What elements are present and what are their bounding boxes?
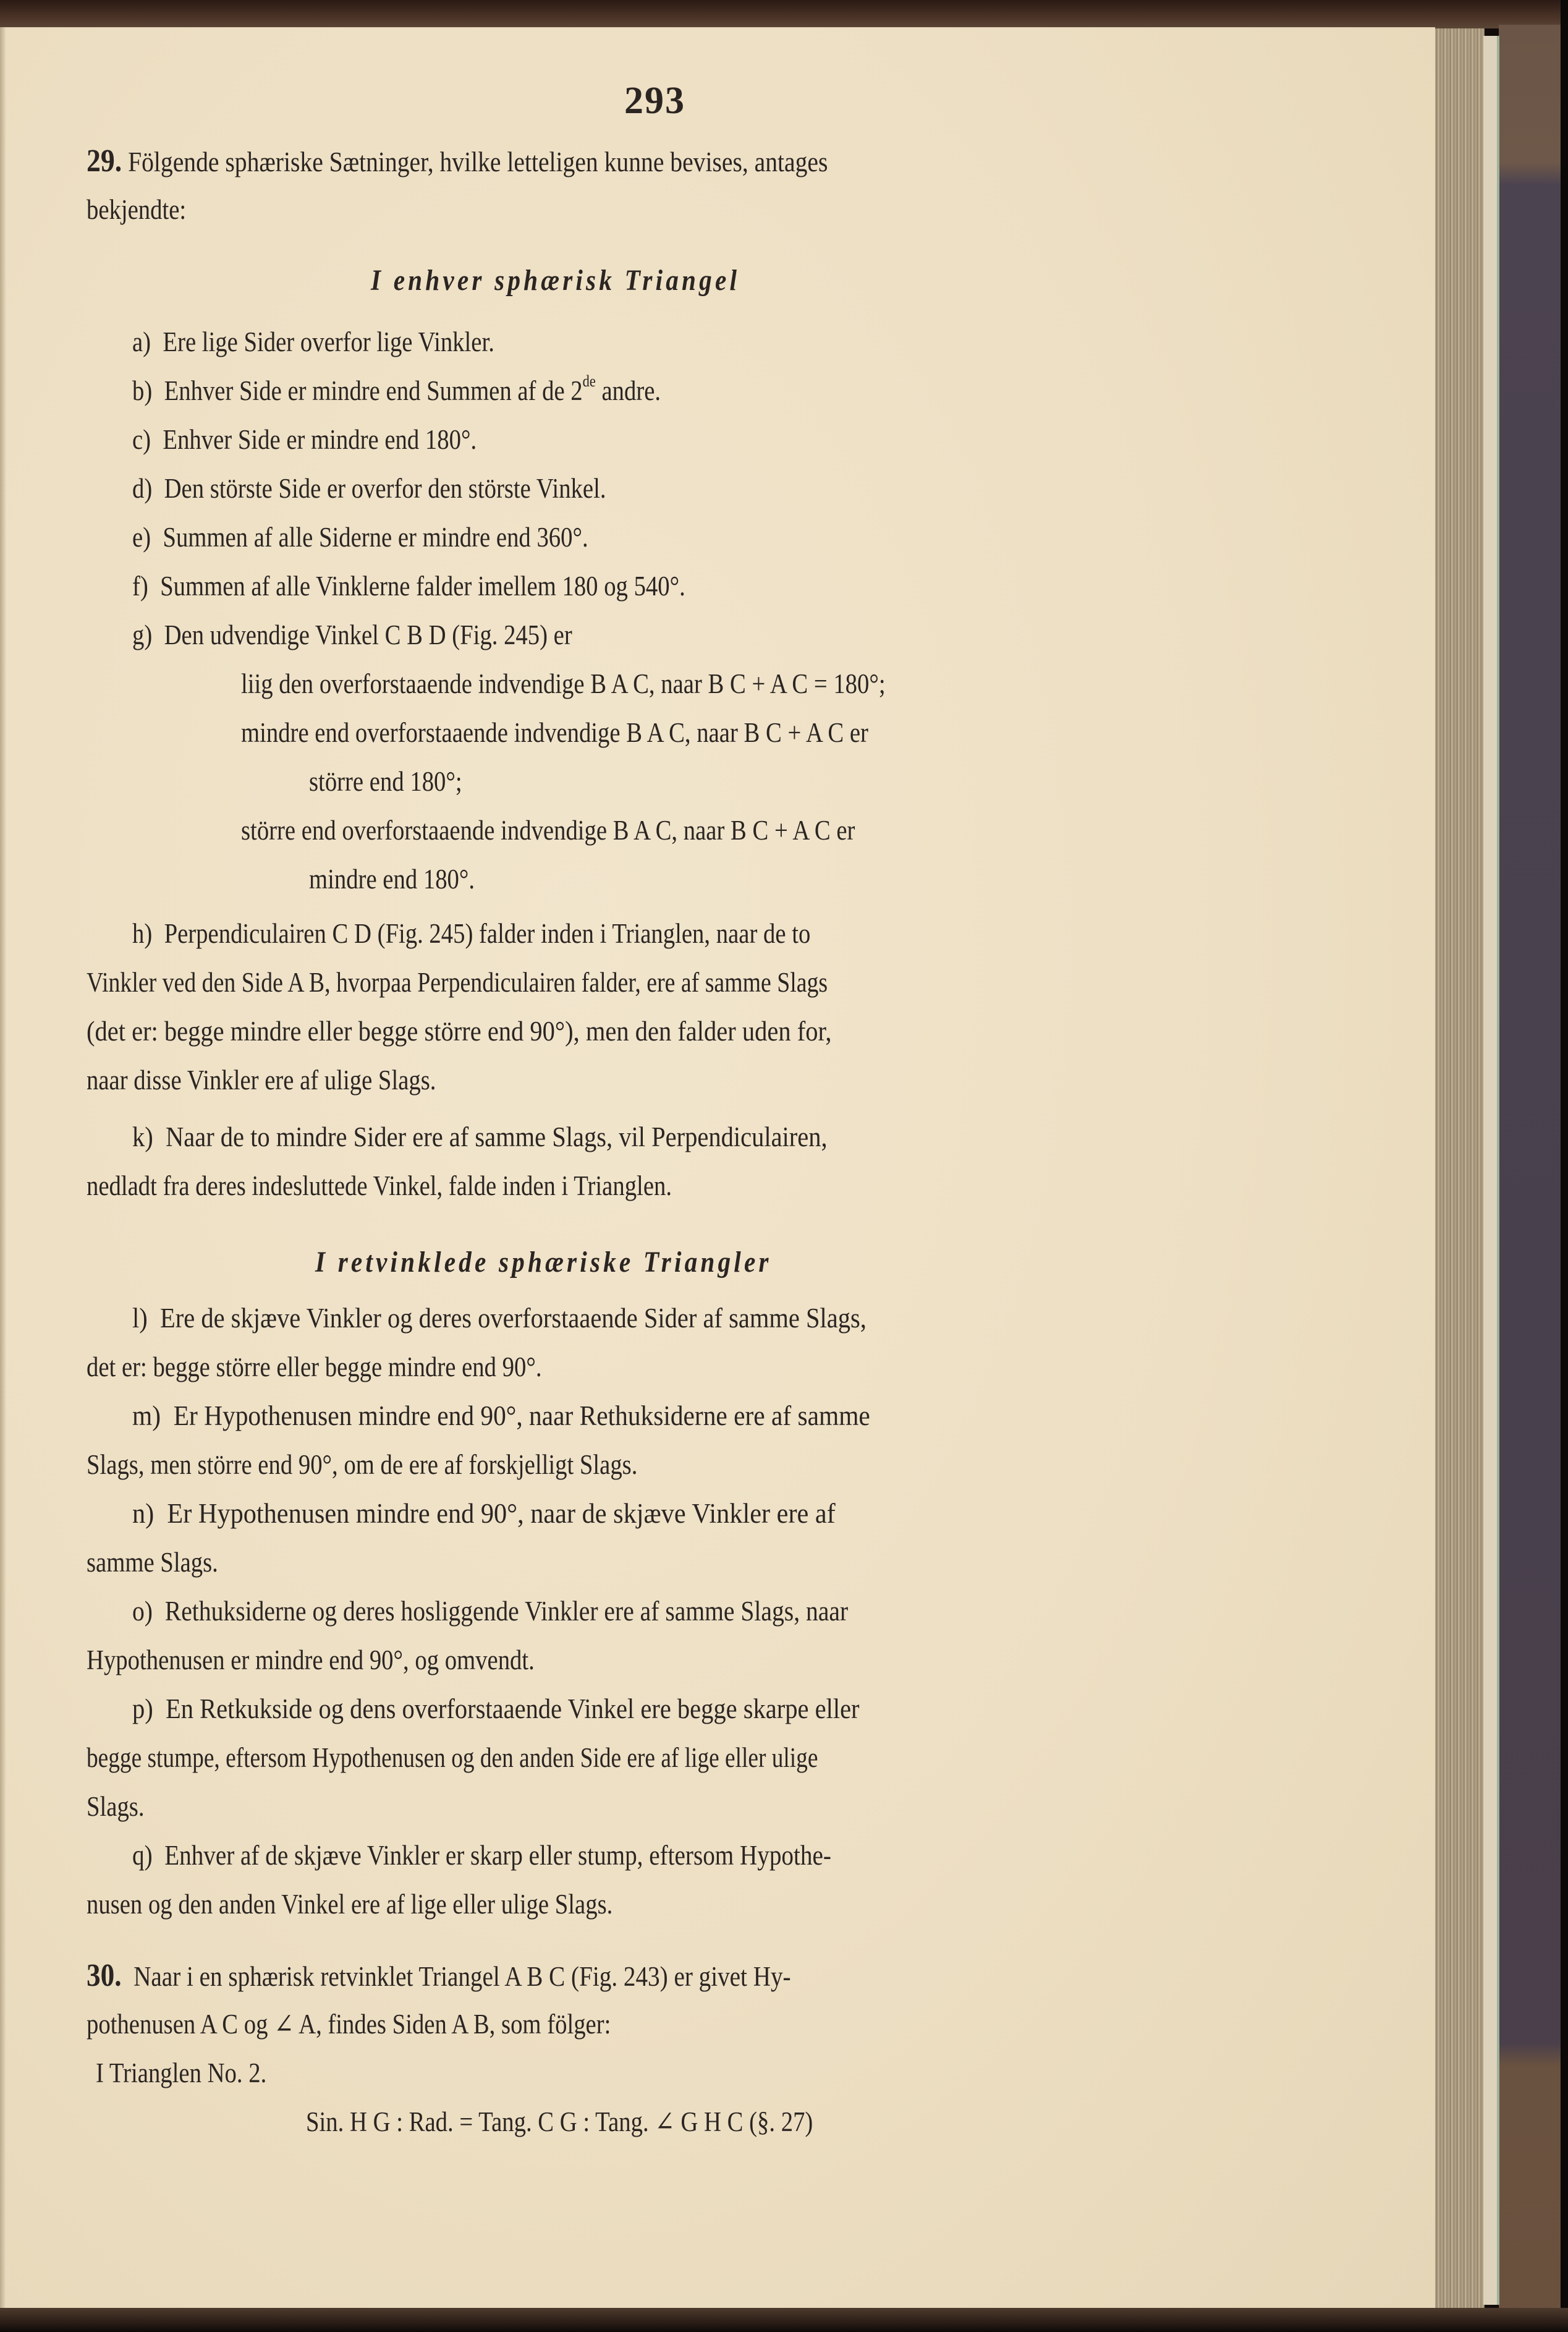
item-o-line2 xyxy=(87,1636,608,1685)
page-edges xyxy=(1435,28,1485,2309)
item-text: Er Hypothenusen mindre end 90°, naar de skjæve Vinkler ere af xyxy=(167,1498,836,1529)
item-text: Rethuksiderne og deres hosliggende Vinkler ere af samme Slags, naar xyxy=(164,1596,849,1627)
page-gutter xyxy=(0,27,6,2309)
section-30-line2 xyxy=(87,2000,696,2049)
case-text: mindre end overforstaaende indvendige B A C, naar B C + A C er xyxy=(241,717,868,748)
item-text: Den störste Side er overfor den störste Vinkel. xyxy=(164,473,606,504)
item-text: samme Slags. xyxy=(87,1547,218,1578)
item-label: n) xyxy=(132,1498,155,1529)
heading-spherical-triangle xyxy=(371,256,800,305)
book-cover-bottom xyxy=(0,2308,1568,2332)
item-text: En Retkukside og dens overforstaaende Vinkel ere begge skarpe eller xyxy=(166,1693,860,1724)
item-g-case-equal xyxy=(241,660,990,709)
item-text-after: andre. xyxy=(595,375,661,406)
item-text: Enhver Side er mindre end Summen af de 2 xyxy=(164,375,583,406)
item-e xyxy=(132,513,663,562)
item-text: nedladt fra deres indesluttede Vinkel, falde inden i Trianglen. xyxy=(87,1170,672,1201)
item-q-line1 xyxy=(132,1831,936,1880)
item-g-case-less-cont xyxy=(309,757,487,806)
item-m-line2 xyxy=(87,1440,727,1489)
endpaper-edge xyxy=(1483,36,1499,2305)
item-p-line3 xyxy=(87,1782,154,1831)
item-text: Enhver af de skjæve Vinkler er skarp eller stump, eftersom Hypothe- xyxy=(164,1840,831,1871)
item-k-line2 xyxy=(87,1162,767,1211)
item-label: d) xyxy=(132,473,153,504)
item-label: f) xyxy=(132,571,148,602)
item-text: Enhver Side er mindre end 180°. xyxy=(163,424,477,455)
case-text: liig den overforstaaende indvendige B A C, naar B C + A C = 180°; xyxy=(241,668,886,699)
item-n-line1 xyxy=(132,1489,880,1538)
item-a xyxy=(132,318,553,367)
item-c xyxy=(132,415,533,464)
item-h-line4 xyxy=(87,1056,493,1105)
item-label: c) xyxy=(132,424,151,455)
item-g-case-less xyxy=(241,709,970,757)
item-text: (det er: begge mindre eller begge större end 90°), men den falder uden for, xyxy=(87,1016,832,1047)
book-cover-top xyxy=(0,0,1568,28)
item-l-line1 xyxy=(132,1294,948,1343)
section-number: 29. xyxy=(87,143,122,179)
item-label: p) xyxy=(132,1693,153,1724)
item-label: g) xyxy=(132,619,153,650)
item-label: q) xyxy=(132,1840,153,1871)
heading-right-angled-triangles xyxy=(315,1238,846,1287)
item-text: Summen af alle Siderne er mindre end 360°. xyxy=(163,522,588,553)
item-text: Naar de to mindre Sider ere af samme Slags, vil Perpendiculairen, xyxy=(166,1121,828,1152)
item-label: k) xyxy=(132,1121,153,1152)
item-text: Den udvendige Vinkel C B D (Fig. 245) er xyxy=(164,619,572,650)
item-text: Er Hypothenusen mindre end 90°, naar Rethuksiderne ere af samme xyxy=(173,1400,870,1431)
item-h-line2 xyxy=(87,958,969,1007)
case-text: större end overforstaaende indvendige B A C, naar B C + A C er xyxy=(241,815,855,846)
item-o-line1 xyxy=(132,1587,946,1636)
background-edge xyxy=(1561,0,1568,2332)
item-text: Slags, men större end 90°, om de ere af forskjelligt Slags. xyxy=(87,1449,638,1480)
section-text: Naar i en sphærisk retvinklet Triangel A B C (Fig. 243) er givet Hy- xyxy=(133,1961,791,1992)
item-text: Perpendiculairen C D (Fig. 245) falder inden i Trianglen, naar de to xyxy=(164,918,811,949)
section-30-line1 xyxy=(87,1951,896,2001)
item-text: Ere de skjæve Vinkler og deres overforstaaende Sider af samme Slags, xyxy=(160,1303,867,1334)
item-label: h) xyxy=(132,918,153,949)
item-label: e) xyxy=(132,522,151,553)
item-l-line2 xyxy=(87,1343,616,1392)
item-label: b) xyxy=(132,375,153,406)
item-text: Ere lige Sider overfor lige Vinkler. xyxy=(163,326,494,357)
item-text: begge stumpe, eftersom Hypothenusen og den anden Side ere af lige eller ulige xyxy=(87,1742,818,1773)
item-text: nusen og den anden Vinkel ere af lige eller ulige Slags. xyxy=(87,1889,613,1920)
item-text: Slags. xyxy=(87,1791,145,1822)
item-h-line1 xyxy=(132,909,921,958)
superscript: de xyxy=(582,372,596,390)
section-29-intro-line1 xyxy=(87,137,929,187)
section-text: I Trianglen No. 2. xyxy=(96,2058,267,2088)
item-g-case-greater xyxy=(241,806,955,855)
section-30-line3 xyxy=(96,2049,294,2098)
item-g-case-greater-cont xyxy=(309,855,502,904)
item-label: o) xyxy=(132,1596,153,1627)
item-text: naar disse Vinkler ere af ulige Slags. xyxy=(87,1065,436,1096)
item-text: Vinkler ved den Side A B, hvorpaa Perpendiculairen falder, ere af samme Slags xyxy=(87,967,828,998)
item-k-line1 xyxy=(132,1113,905,1162)
item-label: a) xyxy=(132,326,151,357)
item-n-line2 xyxy=(87,1538,239,1587)
item-m-line1 xyxy=(132,1392,934,1440)
section-30-formula xyxy=(306,2098,896,2147)
heading-text: I retvinklede sphæriske Triangler xyxy=(315,1246,772,1279)
intro-text-continued: bekjendte: xyxy=(87,194,187,225)
item-f xyxy=(132,562,775,611)
item-text: Summen af alle Vinklerne falder imellem 180 og 540°. xyxy=(160,571,685,602)
book-cover-spine-edge xyxy=(1499,25,1564,2318)
section-text: pothenusen A C og ∠ A, findes Siden A B, som fölger: xyxy=(87,2009,611,2040)
formula-text: Sin. H G : Rad. = Tang. C G : Tang. ∠ G H C (§. 27) xyxy=(306,2106,813,2137)
section-number: 30. xyxy=(87,1958,122,1993)
item-h-line3 xyxy=(87,1007,914,1056)
case-text: mindre end 180°. xyxy=(309,864,475,895)
section-29-intro-line2 xyxy=(87,185,202,234)
item-label: l) xyxy=(132,1303,148,1334)
heading-text: I enhver sphærisk Triangel xyxy=(371,264,740,297)
page-number: 293 xyxy=(624,80,685,122)
item-b xyxy=(132,367,747,415)
item-p-line1 xyxy=(132,1685,940,1734)
item-g xyxy=(132,611,644,660)
case-text: större end 180°; xyxy=(309,766,462,797)
item-text: Hypothenusen er mindre end 90°, og omvendt. xyxy=(87,1645,535,1675)
item-d xyxy=(132,464,683,513)
item-text: det er: begge större eller begge mindre end 90°. xyxy=(87,1351,542,1382)
intro-text: Fölgende sphæriske Sætninger, hvilke letteligen kunne bevises, antages xyxy=(128,147,828,177)
item-p-line2 xyxy=(87,1734,968,1782)
item-label: m) xyxy=(132,1400,161,1431)
item-q-line2 xyxy=(87,1880,698,1929)
